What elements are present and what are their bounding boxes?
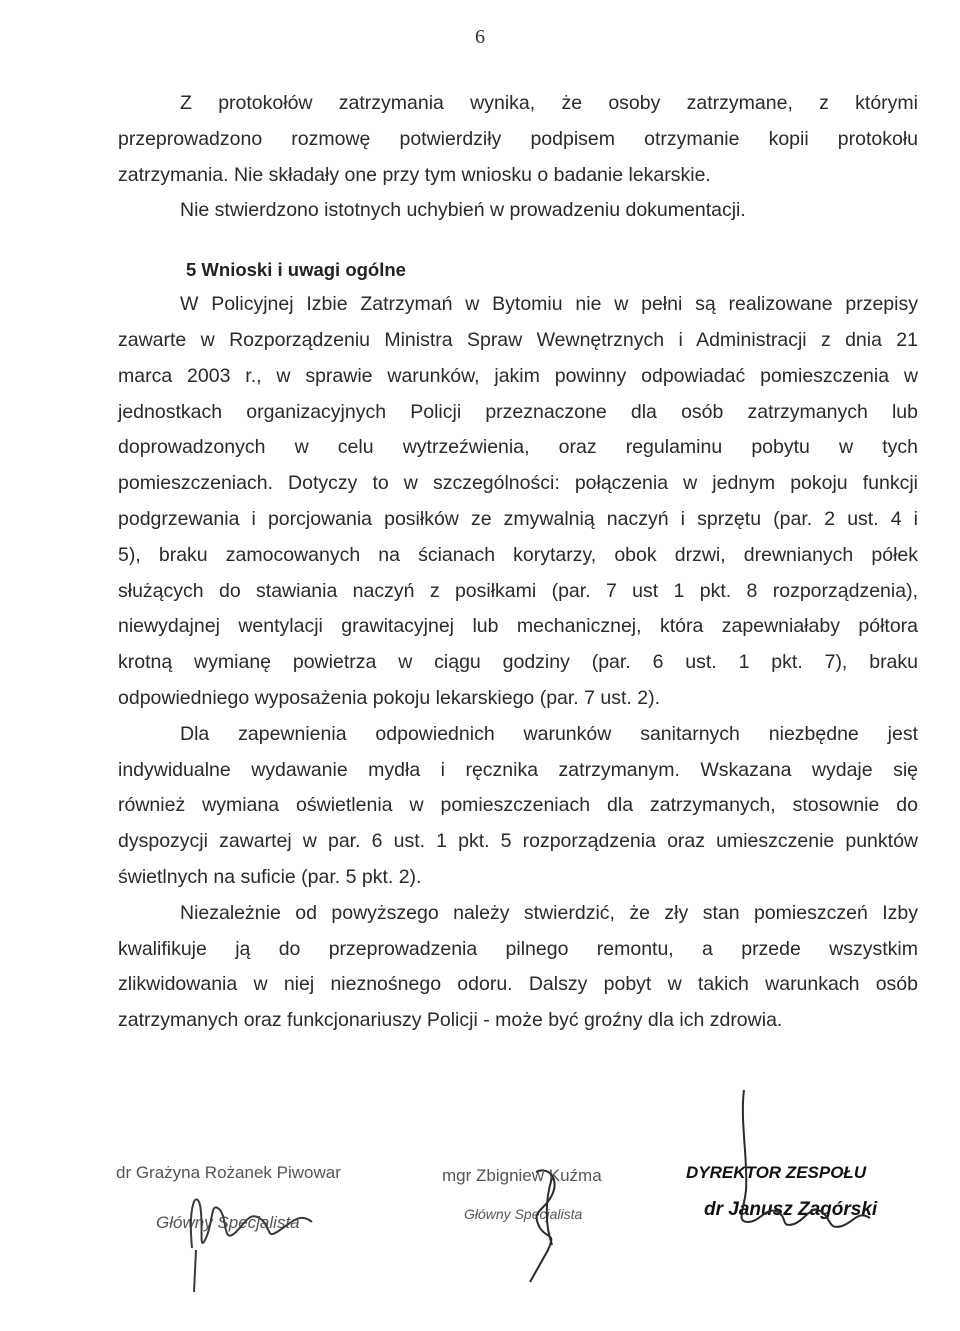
text-line: indywidualne wydawanie mydła i ręcznika zatrzymanym. Wskazana wydaje się <box>118 758 918 781</box>
text-line: kwalifikuje ją do przeprowadzenia pilnego remontu, a przede wszystkim <box>118 937 918 960</box>
text-line: zatrzymanych oraz funkcjonariuszy Policji - może być groźny dla ich zdrowia. <box>118 1009 783 1032</box>
text-line: również wymiana oświetlenia w pomieszczeniach dla zatrzymanych, stosownie do <box>118 794 918 817</box>
text-line: niewydajnej wentylacji grawitacyjnej lub mechanicznej, która zapewniałaby półtora <box>118 615 918 638</box>
text-line: krotną wymianę powietrza w ciągu godziny (par. 6 ust. 1 pkt. 7), braku <box>118 651 918 674</box>
text-line: zatrzymania. Nie składały one przy tym wniosku o badanie lekarskie. <box>118 163 711 186</box>
text-line: W Policyjnej Izbie Zatrzymań w Bytomiu nie w pełni są realizowane przepisy <box>180 293 918 316</box>
text-line: zlikwidowania w niej nieznośnego odoru. Dalszy pobyt w takich warunkach osób <box>118 973 918 996</box>
text-line: dyspozycji zawartej w par. 6 ust. 1 pkt. 5 rozporządzenia oraz umieszczenie punktów <box>118 830 918 853</box>
text-line: Z protokołów zatrzymania wynika, że osoby zatrzymane, z którymi <box>180 92 918 114</box>
signature-scribble-left <box>191 1199 312 1292</box>
text-line: przeprowadzono rozmowę potwierdziły podpisem otrzymanie kopii protokołu <box>118 127 918 150</box>
text-line: służących do stawiania naczyń z posiłkami (par. 7 ust 1 pkt. 8 rozporządzenia), <box>118 579 918 602</box>
text-line: marca 2003 r., w sprawie warunków, jakim powinny odpowiadać pomieszczenia w <box>118 364 918 387</box>
text-line: jednostkach organizacyjnych Policji przeznaczone dla osób zatrzymanych lub <box>118 400 918 423</box>
text-line: podgrzewania i porcjowania posiłków ze zmywalnią naczyń i sprzętu (par. 2 ust. 4 i <box>118 507 918 530</box>
signatory-name: dr Janusz Zagórski <box>704 1199 878 1220</box>
signature-scribble-middle <box>530 1170 555 1282</box>
text-line: zawarte w Rozporządzeniu Ministra Spraw Wewnętrznych i Administracji z dnia 21 <box>118 328 918 351</box>
text-line: Nie stwierdzono istotnych uchybień w prowadzeniu dokumentacji. <box>180 199 746 222</box>
text-line: 5), braku zamocowanych na ścianach korytarzy, obok drzwi, drewnianych półek <box>118 543 918 566</box>
signatory-title: Główny Specjalista <box>156 1213 300 1232</box>
signatory-title: DYREKTOR ZESPOŁU <box>686 1163 867 1182</box>
text-line: Dla zapewnienia odpowiednich warunków sanitarnych niezbędne jest <box>180 722 918 745</box>
text-line: Niezależnie od powyższego należy stwierdzić, że zły stan pomieszczeń Izby <box>180 901 918 924</box>
signature-scribble-right <box>742 1090 870 1227</box>
text-line: odpowiedniego wyposażenia pokoju lekarskiego (par. 7 ust. 2). <box>118 686 661 709</box>
page-number: 6 <box>475 26 485 48</box>
signatory-name: mgr Zbigniew Kuźma <box>442 1166 602 1185</box>
signatory-title: Główny Specjalista <box>464 1206 583 1222</box>
section-heading: 5 Wnioski i uwagi ogólne <box>186 259 406 281</box>
signatory-name: dr Grażyna Rożanek Piwowar <box>116 1163 341 1182</box>
text-line: świetlnych na suficie (par. 5 pkt. 2). <box>118 865 422 888</box>
text-line: doprowadzonych w celu wytrzeźwienia, oraz regulaminu pobytu w tych <box>118 436 918 459</box>
text-line: pomieszczeniach. Dotyczy to w szczególności: połączenia w jednym pokoju funkcji <box>118 472 918 495</box>
